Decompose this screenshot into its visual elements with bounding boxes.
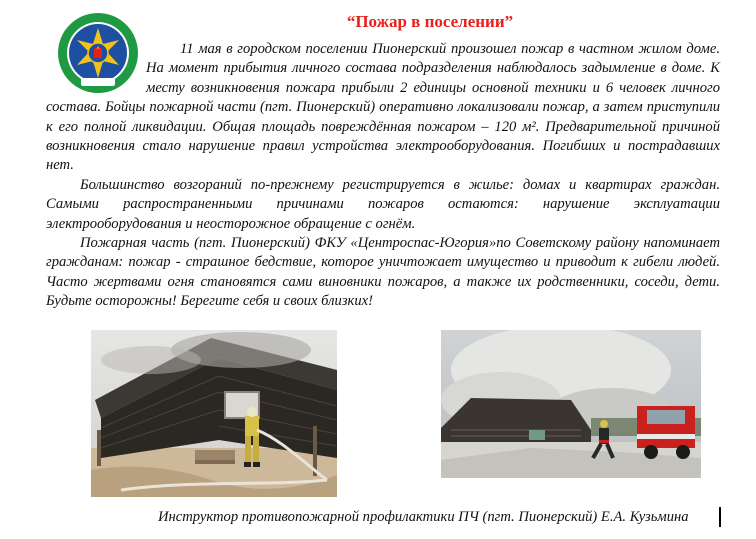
- paragraph-incident: 11 мая в городском поселении Пионерский произошел пожар в частном жилом доме. На момент прибытия личного состава подразделения наблюдалось задымление в доме. К месту возникновения пожара прибыли 2 единицы основной техники и 6 человек личного состава. Бойцы пожарной части (пгт. Пионерский) оперативно локализовали пожар, а затем приступили к его полной ликвидации. Общая площадь повреждённая пожаром – 120 м². Предварительной причиной возникновения стало нарушение правил устройства электрооборудования. Погибших и пострадавших нет.: [46, 41, 720, 174]
- paragraph-statistics: Большинство возгораний по-прежнему регистрируется в жилье: домах и квартирах граждан. Самыми распространенными причинами пожаров остаются: нарушение эксплуатации электрооборудования и неосторожное обращение с огнём.: [46, 176, 720, 232]
- article-title: “Пожар в поселении”: [346, 12, 514, 31]
- text-cursor: [719, 507, 721, 527]
- fire-photo-truck: [441, 330, 701, 478]
- fire-photo-house: [91, 330, 337, 497]
- article-body: [46, 40, 720, 312]
- paragraph-warning: Пожарная часть (пгт. Пионерский) ФКУ «Центроспас-Югория»по Советскому району напоминает гражданам: пожар - страшное бедствие, которое уничтожает имущество и приводит к гибели людей. Часто жертвами огня становятся сами виновники пожаров, а также их родственники, соседи, дети. Будьте осторожны! Берегите себя и своих близких!: [46, 235, 720, 310]
- author-signature: Инструктор противопожарной профилактики ПЧ (пгт. Пионерский) Е.А. Кузьмина: [158, 509, 689, 525]
